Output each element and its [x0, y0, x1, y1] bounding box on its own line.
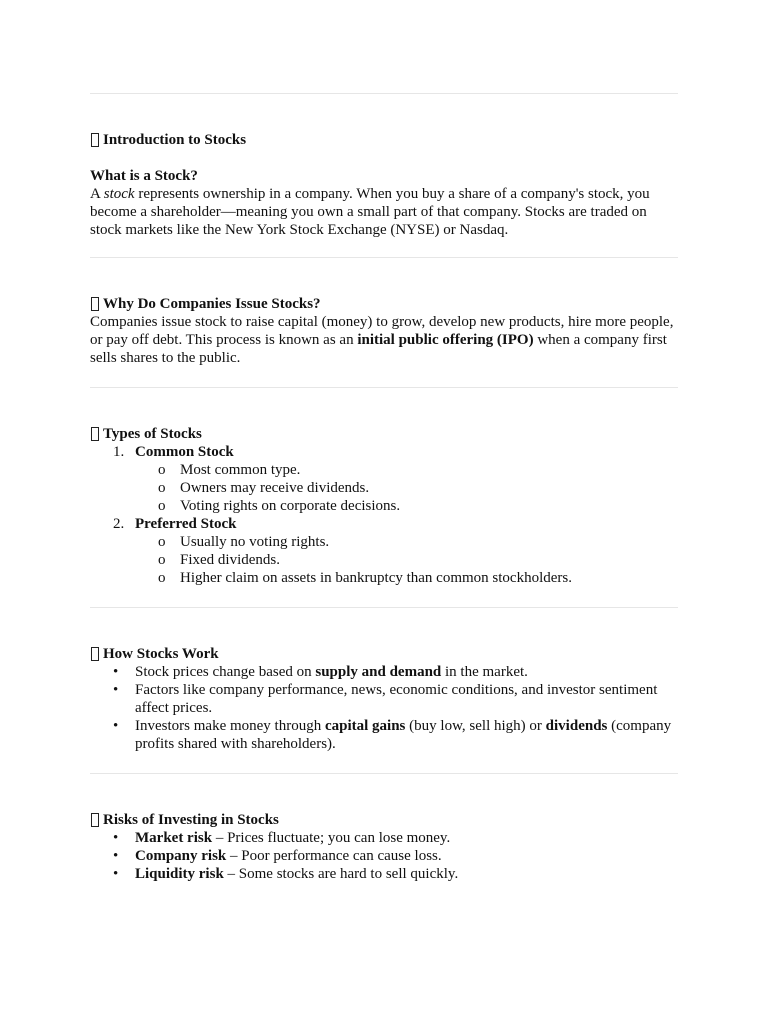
text-run: (company profits shared with shareholders). — [135, 718, 672, 752]
text-run: Companies issue stock to raise capital (money) to grow, develop new products, hire more people, or pay off debt. This process is known as an — [90, 314, 674, 348]
sub-list-item — [135, 569, 678, 587]
text-run: A — [90, 186, 104, 202]
section-risks — [90, 774, 678, 903]
list-item — [90, 847, 678, 865]
bullet-icon: • — [113, 664, 119, 680]
section-types — [90, 388, 678, 607]
bold-text: dividends — [545, 718, 608, 734]
list-item-title: Common Stock — [135, 444, 234, 460]
list-item — [90, 515, 678, 587]
bullet-icon: • — [113, 830, 119, 846]
list-item — [90, 663, 678, 681]
sub-item-text: Fixed dividends. — [180, 552, 280, 568]
sub-item-text: Usually no voting rights. — [180, 534, 330, 550]
text-run: when a company first sells shares to the public. — [90, 332, 667, 366]
bold-text: supply and demand — [315, 664, 442, 680]
list-item — [90, 681, 678, 717]
section-heading — [90, 295, 678, 313]
missing-glyph-icon — [91, 297, 99, 311]
sub-list-item — [135, 551, 678, 569]
list-item — [90, 717, 678, 753]
list-item-title: Preferred Stock — [135, 516, 237, 532]
sub-item-text: Voting rights on corporate decisions. — [180, 498, 401, 514]
bullet-icon: • — [113, 718, 119, 734]
stock-types-list — [90, 443, 678, 587]
section-heading — [90, 425, 678, 443]
intro-paragraph — [90, 185, 678, 239]
emphasis-text: stock — [103, 186, 135, 202]
circle-bullet-icon: o — [158, 498, 166, 514]
bullet-icon: • — [113, 848, 119, 864]
text-run: (buy low, sell high) or — [405, 718, 546, 734]
section-intro — [90, 94, 678, 257]
bold-text: Market risk — [135, 830, 213, 846]
text-run: – Poor performance can cause loss. — [226, 848, 442, 864]
bullet-icon: • — [113, 866, 119, 882]
missing-glyph-icon — [91, 427, 99, 441]
section-why — [90, 258, 678, 387]
sub-list-item — [135, 461, 678, 479]
list-item — [90, 443, 678, 515]
sub-item-text: Higher claim on assets in bankruptcy than common stockholders. — [180, 570, 572, 586]
list-number: 2. — [113, 516, 125, 532]
circle-bullet-icon: o — [158, 462, 166, 478]
section-how — [90, 608, 678, 773]
bold-text: capital gains — [324, 718, 406, 734]
section-heading — [90, 811, 678, 829]
bullet-icon: • — [113, 682, 119, 698]
bold-text: Liquidity risk — [135, 866, 224, 882]
text-run: Factors like company performance, news, economic conditions, and investor sentiment affect prices. — [135, 682, 658, 716]
sub-item-text: Owners may receive dividends. — [180, 480, 370, 496]
list-item — [90, 865, 678, 883]
sub-list — [135, 461, 678, 515]
missing-glyph-icon — [91, 647, 99, 661]
why-paragraph — [90, 313, 678, 367]
text-run: Investors make money through — [135, 718, 325, 734]
circle-bullet-icon: o — [158, 552, 166, 568]
sub-list-item — [135, 497, 678, 515]
missing-glyph-icon — [91, 133, 99, 147]
section-heading — [90, 131, 678, 149]
text-run: Stock prices change based on — [135, 664, 316, 680]
circle-bullet-icon: o — [158, 534, 166, 550]
heading-text: Types of Stocks — [103, 426, 202, 442]
list-item — [90, 829, 678, 847]
text-run: in the market. — [441, 664, 528, 680]
risks-bullet-list — [90, 829, 678, 883]
list-number: 1. — [113, 444, 125, 460]
heading-text: Introduction to Stocks — [103, 132, 247, 148]
heading-text: How Stocks Work — [103, 646, 219, 662]
circle-bullet-icon: o — [158, 480, 166, 496]
heading-text: Why Do Companies Issue Stocks? — [103, 296, 321, 312]
section-heading — [90, 645, 678, 663]
missing-glyph-icon — [91, 813, 99, 827]
heading-text: Risks of Investing in Stocks — [103, 812, 279, 828]
subheading: What is a Stock? — [90, 168, 198, 184]
how-bullet-list — [90, 663, 678, 753]
text-run: – Prices fluctuate; you can lose money. — [212, 830, 451, 846]
text-run: represents ownership in a company. When you buy a share of a company's stock, you become a shareholder—meaning you own a small part of that company. Stocks are traded on stock markets like the New York Stock Exchange (NYSE) or Nasdaq. — [90, 186, 650, 238]
text-run: – Some stocks are hard to sell quickly. — [223, 866, 459, 882]
bold-text: initial public offering (IPO) — [357, 332, 534, 348]
bold-text: Company risk — [135, 848, 227, 864]
circle-bullet-icon: o — [158, 570, 166, 586]
sub-list-item — [135, 533, 678, 551]
document-content — [90, 93, 678, 903]
sub-list — [135, 533, 678, 587]
sub-item-text: Most common type. — [180, 462, 301, 478]
sub-list-item — [135, 479, 678, 497]
